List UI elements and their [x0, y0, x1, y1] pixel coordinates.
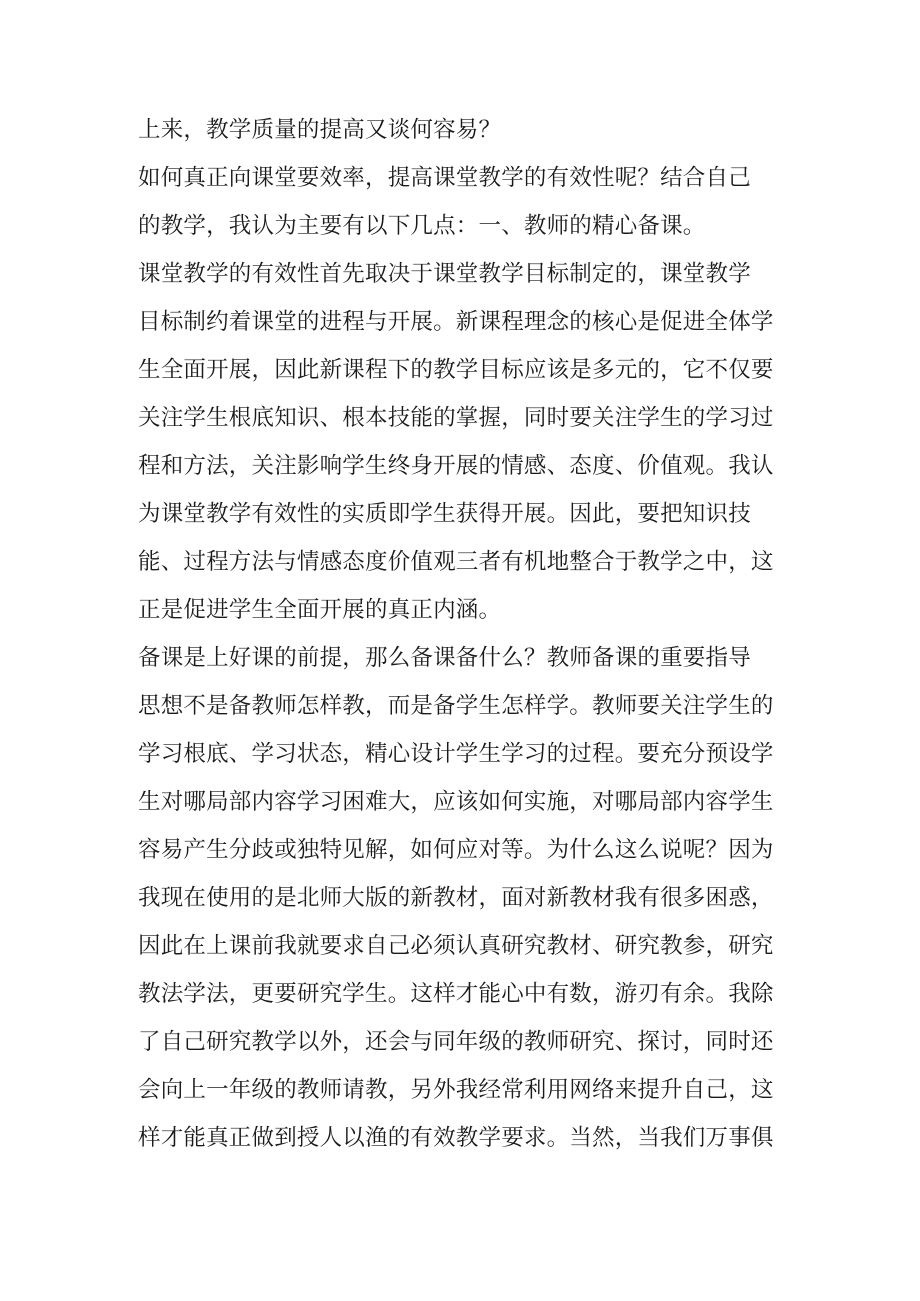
- text-line-16: 容易产生分歧或独特见解，如何应对等。为什么这么说呢？因为: [138, 837, 774, 863]
- text-line-14: 学习根底、学习状态，精心设计学生学习的过程。要充分预设学: [138, 741, 774, 767]
- text-line-7: 关注学生根底知识、根本技能的掌握，同时要关注学生的学习过: [138, 405, 774, 431]
- text-line-15: 生对哪局部内容学习困难大，应该如何实施，对哪局部内容学生: [138, 789, 774, 815]
- text-line-8: 程和方法，关注影响学生终身开展的情感、态度、价值观。我认: [138, 453, 774, 479]
- text-line-5: 目标制约着课堂的进程与开展。新课程理念的核心是促进全体学: [138, 309, 774, 335]
- text-line-22: 样才能真正做到授人以渔的有效教学要求。当然，当我们万事俱: [138, 1125, 774, 1151]
- text-line-17: 我现在使用的是北师大版的新教材，面对新教材我有很多困惑，: [138, 885, 774, 911]
- text-line-1: 上来，教学质量的提高又谈何容易？: [138, 117, 502, 143]
- text-line-19: 教法学法，更要研究学生。这样才能心中有数，游刃有余。我除: [138, 981, 774, 1007]
- text-line-10: 能、过程方法与情感态度价值观三者有机地整合于教学之中，这: [138, 549, 774, 575]
- text-line-3: 的教学，我认为主要有以下几点：一、教师的精心备课。: [138, 213, 706, 239]
- text-line-11: 正是促进学生全面开展的真正内涵。: [138, 597, 502, 623]
- text-line-6: 生全面开展，因此新课程下的教学目标应该是多元的，它不仅要: [138, 357, 774, 383]
- text-line-12: 备课是上好课的前提，那么备课备什么？教师备课的重要指导: [138, 645, 751, 671]
- text-line-4: 课堂教学的有效性首先取决于课堂教学目标制定的，课堂教学: [138, 261, 751, 287]
- text-line-2: 如何真正向课堂要效率，提高课堂教学的有效性呢？结合自己: [138, 165, 751, 191]
- text-line-13: 思想不是备教师怎样教，而是备学生怎样学。教师要关注学生的: [138, 693, 774, 719]
- text-line-20: 了自己研究教学以外，还会与同年级的教师研究、探讨，同时还: [138, 1029, 774, 1055]
- text-line-9: 为课堂教学有效性的实质即学生获得开展。因此，要把知识技: [138, 501, 751, 527]
- text-line-21: 会向上一年级的教师请教，另外我经常利用网络来提升自己，这: [138, 1077, 774, 1103]
- text-line-18: 因此在上课前我就要求自己必须认真研究教材、研究教参，研究: [138, 933, 774, 959]
